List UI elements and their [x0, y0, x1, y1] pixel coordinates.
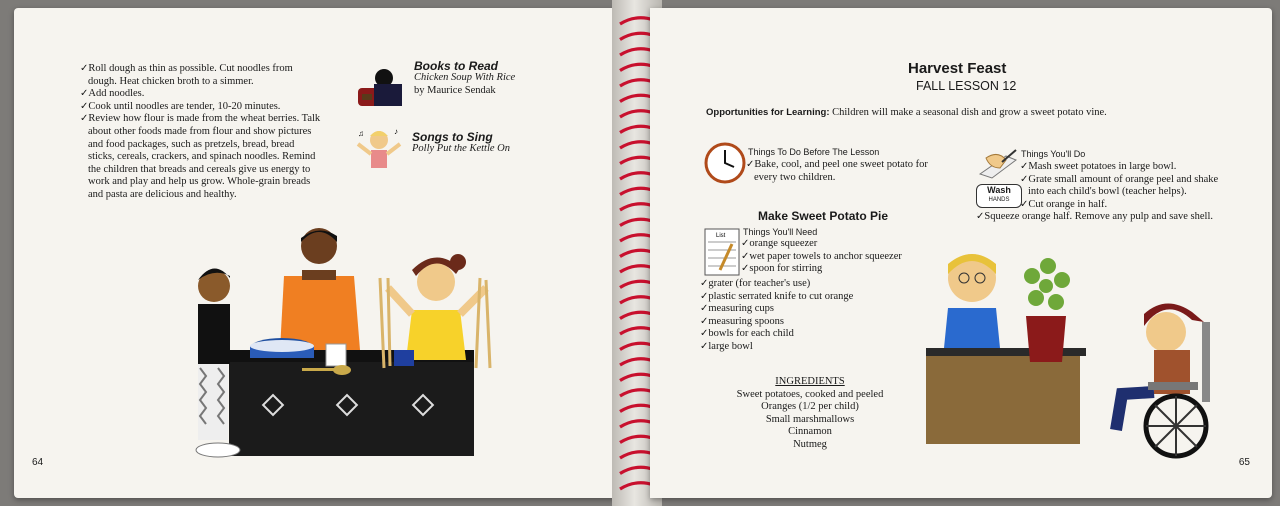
- wash-hands-icon: Wash HANDS: [976, 184, 1022, 208]
- opportunities-label: Opportunities for Learning:: [706, 107, 830, 118]
- right-page: [650, 8, 1272, 498]
- before-list: ✓Bake, cool, and peel one sweet potato for every two children.: [746, 159, 928, 183]
- spiral-coil: [620, 219, 654, 225]
- lesson-title: Harvest Feast: [908, 60, 1007, 77]
- need-list: ✓grater (for teacher's use) ✓plastic serrated knife to cut orange ✓measuring cups ✓measuring spoons ✓bowls for each child ✓large bowl: [700, 278, 854, 352]
- spiral-coil: [620, 359, 654, 365]
- books-heading: Books to Read: [414, 59, 499, 73]
- spiral-coil: [620, 266, 654, 272]
- clock-icon: [704, 142, 746, 184]
- spiral-coil: [620, 235, 654, 241]
- before-heading: Things To Do Before The Lesson: [748, 147, 880, 157]
- ingredients-heading: INGREDIENTS: [775, 376, 845, 387]
- left-page: [14, 8, 622, 498]
- spiral-coil: [620, 343, 654, 349]
- spiral-coil: [620, 33, 654, 39]
- children-plant-illustration: [926, 244, 1256, 460]
- list-icon: [704, 228, 740, 276]
- spiral-coil: [620, 111, 654, 117]
- spiral-coil: [620, 142, 654, 148]
- spiral-coil: [620, 421, 654, 427]
- spiral-coil: [620, 18, 654, 24]
- spiral-coil: [620, 312, 654, 318]
- songs-heading: Songs to Sing: [412, 130, 493, 144]
- svg-text:♫: ♫: [358, 129, 364, 138]
- reading-child-icon: [354, 66, 406, 112]
- spiral-coil: [620, 452, 654, 458]
- do-heading: Things You'll Do: [1021, 149, 1086, 159]
- spiral-coil: [620, 483, 654, 489]
- spiral-coil: [620, 297, 654, 303]
- svg-text:List: List: [716, 233, 726, 239]
- instructions-text: ✓Roll dough as thin as possible. Cut noodles from dough. Heat chicken broth to a simmer. ✓Add noodles. ✓Cook until noodles are tender, 10-20 minutes. ✓Review how flour is made from the wheat berries. Talk about other foods made from flour and show pictures and food packages, such as pretzels, bread, bread sticks, cereals, crackers, and spinach noodles. Remind the children that breads and cereals give us energy to work and play and help us grow. Whole-grain breads and pasta are delicious and healthy.: [80, 63, 321, 200]
- spiral-coil: [620, 467, 654, 473]
- spiral-coil: [620, 436, 654, 442]
- opportunities-text: Children will make a seasonal dish and grow a sweet potato vine.: [832, 107, 1107, 118]
- spiral-coil: [620, 405, 654, 411]
- spiral-coil: [620, 157, 654, 163]
- children-cooking-illustration: [174, 218, 494, 468]
- ingredients-block: INGREDIENTS Sweet potatoes, cooked and peeled Oranges (1/2 per child) Small marshmallows Cinnamon Nutmeg: [710, 376, 910, 452]
- spiral-coil: [620, 80, 654, 86]
- need-heading: Things You'll Need: [743, 227, 818, 237]
- spiral-coil: [620, 204, 654, 210]
- svg-text:♪: ♪: [394, 127, 398, 136]
- book-title: Chicken Soup With Rice: [414, 72, 516, 83]
- do-list: ✓Mash sweet potatoes in large bowl. ✓Grate small amount of orange peel and shake into each child's bowl (teacher helps). ✓Cut orange in half. ✓Squeeze orange half. Remove any pulp and save shell.: [976, 161, 1219, 223]
- spiral-coil: [620, 328, 654, 334]
- lesson-subtitle: FALL LESSON 12: [916, 79, 1017, 93]
- book-author: by Maurice Sendak: [414, 85, 496, 96]
- opportunities-line: [706, 107, 1107, 120]
- spiral-coil: [620, 173, 654, 179]
- singing-child-icon: [354, 126, 404, 174]
- recipe-heading: Make Sweet Potato Pie: [758, 209, 889, 223]
- spiral-coil: [620, 64, 654, 70]
- spiral-coil: [620, 188, 654, 194]
- page-number-right: 65: [1238, 457, 1250, 468]
- need-list-boxed: ✓orange squeezer ✓wet paper towels to anchor squeezer ✓spoon for stirring: [741, 238, 902, 275]
- spiral-coil: [620, 374, 654, 380]
- page-number-left: 64: [32, 457, 44, 468]
- spiral-coil: [620, 390, 654, 396]
- spiral-coil: [620, 95, 654, 101]
- spiral-coil: [620, 49, 654, 55]
- spiral-coil: [620, 281, 654, 287]
- spiral-coil: [620, 250, 654, 256]
- song-title: Polly Put the Kettle On: [412, 143, 510, 154]
- spiral-coil: [620, 126, 654, 132]
